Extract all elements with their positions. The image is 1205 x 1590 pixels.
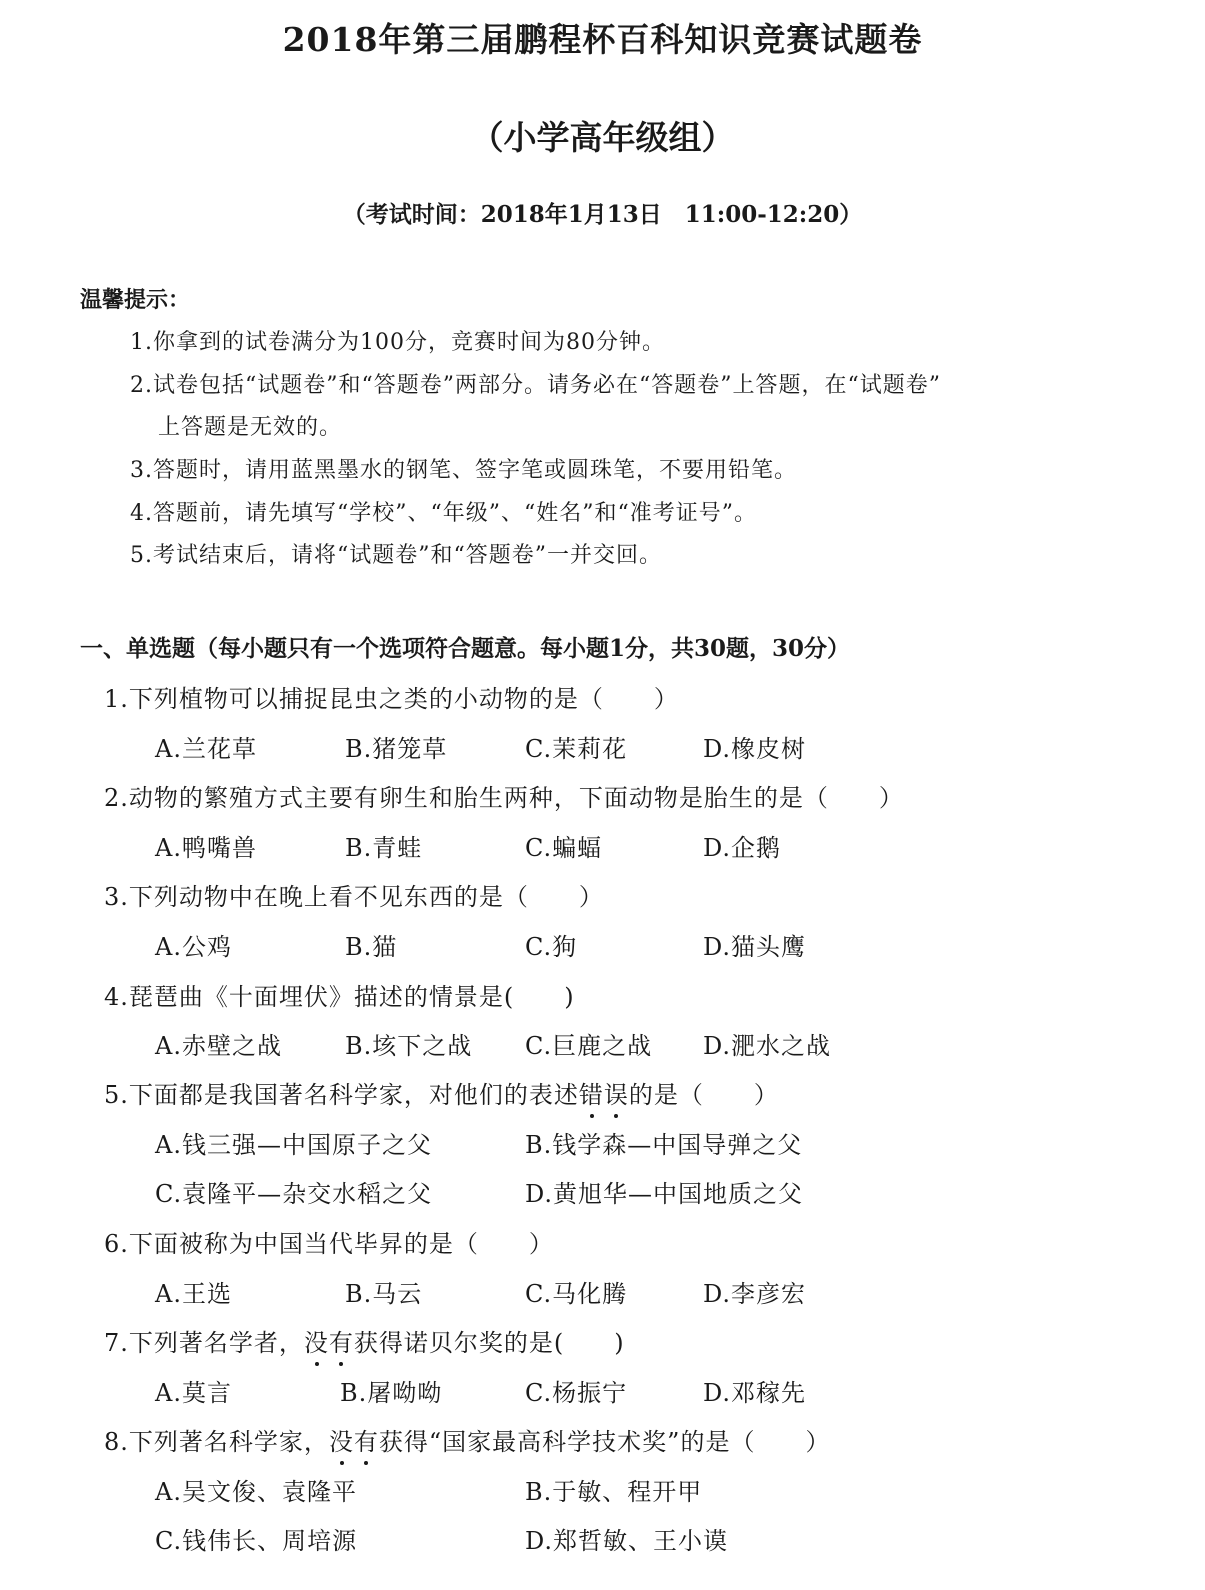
option-b: B.屠呦呦 [340,1379,443,1407]
question-stem-part: 7.下列著名学者， [104,1329,304,1357]
option-c: C.袁隆平—杂交水稻之父 [155,1180,433,1208]
option-c: C.马化腾 [525,1280,628,1308]
option-b: B.青蛙 [345,834,423,862]
question-stem [104,1422,830,1457]
question-stem-part: 获得诺贝尔奖的是( ) [353,1329,625,1357]
option-b: B.猫 [345,933,398,961]
tip-item-continuation: 上答题是无效的。 [158,415,343,440]
option-c: C.蝙蝠 [525,834,603,862]
option-a: A.公鸡 [155,933,232,961]
option-a: A.吴文俊、袁隆平 [155,1478,357,1506]
option-a: A.王选 [155,1280,232,1308]
emphasized-word: 没有 [329,1422,379,1457]
question-stem-part: 5.下面都是我国著名科学家，对他们的表述 [104,1081,579,1109]
option-c: C.茉莉花 [525,735,628,763]
option-a: A.赤壁之战 [155,1032,282,1060]
emphasis-dot [339,1362,343,1366]
option-d: D.郑哲敏、王小谟 [525,1527,729,1555]
page-subtitle: （小学高年级组） [470,118,735,157]
option-b: B.垓下之战 [345,1032,473,1060]
option-d: D.橡皮树 [703,735,807,763]
option-c: C.钱伟长、周培源 [155,1527,358,1555]
page-title: 2018年第三届鹏程杯百科知识竞赛试题卷 [282,20,923,59]
question-stem: 2.动物的繁殖方式主要有卵生和胎生两种，下面动物是胎生的是（ ） [104,784,904,812]
option-b: B.马云 [345,1280,423,1308]
emphasis-dot [364,1461,368,1465]
option-d: D.企鹅 [703,834,782,862]
section-heading: 一、单选题（每小题只有一个选项符合题意。每小题1分，共30题，30分） [80,635,851,662]
option-a: A.兰花草 [155,735,257,763]
option-c: C.杨振宁 [525,1379,628,1407]
option-d: D.黄旭华—中国地质之父 [525,1180,804,1208]
question-stem-part: 的是（ ） [628,1081,779,1109]
exam-time: （考试时间：2018年1月13日 11:00-12:20） [342,201,863,228]
question-stem: 6.下面被称为中国当代毕昇的是（ ） [104,1230,554,1258]
option-c: C.狗 [525,933,578,961]
tip-item: 4.答题前，请先填写“学校”、“年级”、“姓名”和“准考证号”。 [130,501,757,526]
option-d: D.邓稼先 [703,1379,807,1407]
option-b: B.猪笼草 [345,735,448,763]
question-stem: 4.琵琶曲《十面埋伏》描述的情景是( ) [104,983,575,1011]
tip-item: 2.试卷包括“试题卷”和“答题卷”两部分。请务必在“答题卷”上答题，在“试题卷” [130,373,941,398]
option-d: D.李彦宏 [703,1280,807,1308]
question-stem [104,1323,625,1358]
question-stem: 3.下列动物中在晚上看不见东西的是（ ） [104,883,604,911]
question-stem [104,1075,779,1110]
emphasis-dot [340,1461,344,1465]
option-d: D.淝水之战 [703,1032,832,1060]
emphasized-word: 错误 [579,1075,629,1110]
option-a: A.钱三强—中国原子之父 [155,1131,432,1159]
option-d: D.猫头鹰 [703,933,807,961]
tip-item: 5.考试结束后，请将“试题卷”和“答题卷”一并交回。 [130,543,662,568]
option-b: B.于敏、程开甲 [525,1478,703,1506]
tip-item: 1.你拿到的试卷满分为100分，竞赛时间为80分钟。 [130,330,665,355]
option-c: C.巨鹿之战 [525,1032,653,1060]
option-b: B.钱学森—中国导弹之父 [525,1131,803,1159]
emphasis-dot [614,1114,618,1118]
question-stem: 1.下列植物可以捕捉昆虫之类的小动物的是（ ） [104,685,679,713]
question-stem-part: 8.下列著名科学家， [104,1428,329,1456]
option-a: A.鸭嘴兽 [155,834,257,862]
emphasis-dot [315,1362,319,1366]
emphasis-dot [590,1114,594,1118]
emphasized-word: 没有 [304,1323,354,1358]
tips-heading: 温馨提示： [80,287,191,313]
tip-item: 3.答题时，请用蓝黑墨水的钢笔、签字笔或圆珠笔，不要用铅笔。 [130,458,797,483]
option-a: A.莫言 [155,1379,232,1407]
question-stem-part: 获得“国家最高科学技术奖”的是（ ） [378,1428,831,1456]
